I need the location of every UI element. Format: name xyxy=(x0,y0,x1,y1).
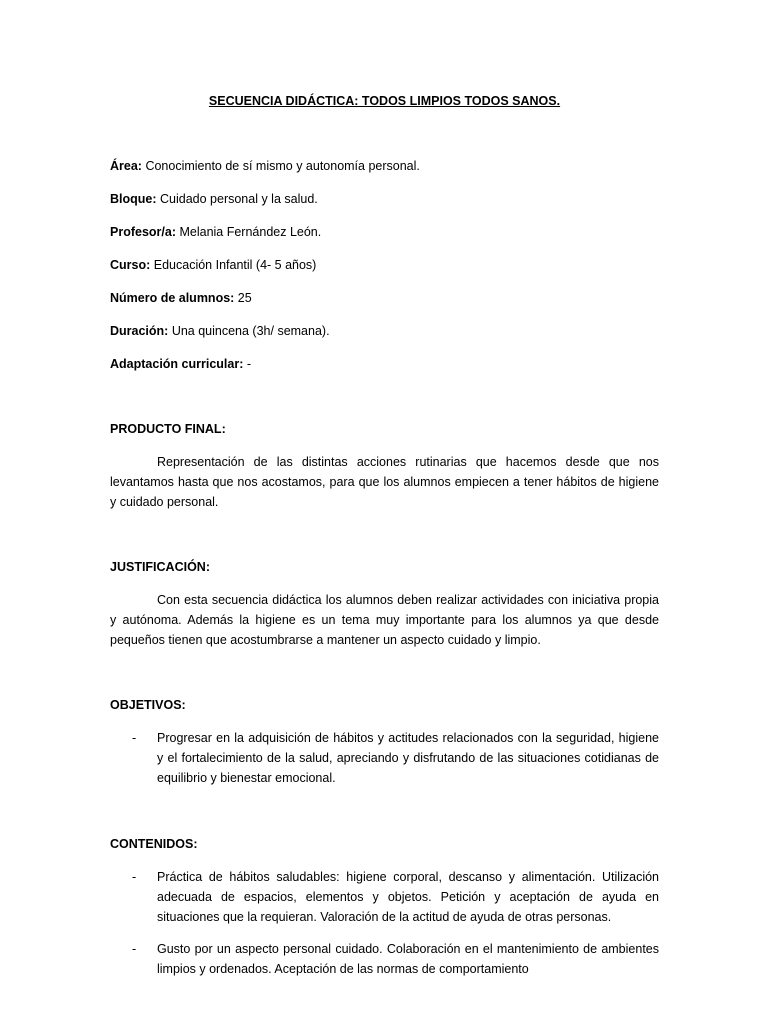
objetivos-heading: OBJETIVOS: xyxy=(110,698,186,712)
objetivo-item-text: Progresar en la adquisición de hábitos y actitudes relacionados con la seguridad, higiene y el fortalecimiento de la salud, apreciando y disfrutando de las situaciones cotidianas de equilibrio y bienestar emocional. xyxy=(157,731,659,785)
field-bloque xyxy=(110,191,659,207)
field-curso-value: Educación Infantil (4- 5 años) xyxy=(150,258,317,272)
field-adaptacion-curricular-value: - xyxy=(243,357,252,371)
justificacion-heading: JUSTIFICACIÓN: xyxy=(110,560,210,574)
field-duracion-label: Duración: xyxy=(110,324,169,338)
bullet-marker: - xyxy=(132,870,137,884)
producto-final-heading: PRODUCTO FINAL: xyxy=(110,422,226,436)
field-area xyxy=(110,158,659,174)
document-title: SECUENCIA DIDÁCTICA: TODOS LIMPIOS TODOS SANOS. xyxy=(208,94,561,108)
bullet-marker: - xyxy=(132,731,137,745)
field-area-value: Conocimiento de sí mismo y autonomía personal. xyxy=(141,159,420,173)
field-profesor-value: Melania Fernández León. xyxy=(176,225,322,239)
field-numero-alumnos-value: 25 xyxy=(234,291,252,305)
contenido-item-text: Gusto por un aspecto personal cuidado. Colaboración en el mantenimiento de ambientes limpios y ordenados. Aceptación de las normas de comportamiento xyxy=(157,942,659,976)
field-bloque-value: Cuidado personal y la salud. xyxy=(156,192,318,206)
field-duracion-value: Una quincena (3h/ semana). xyxy=(168,324,330,338)
field-area-label: Área: xyxy=(110,159,142,173)
field-adaptacion-curricular-label: Adaptación curricular: xyxy=(110,357,244,371)
field-numero-alumnos-label: Número de alumnos: xyxy=(110,291,235,305)
field-duracion xyxy=(110,323,659,339)
field-profesor xyxy=(110,224,659,240)
field-profesor-label: Profesor/a: xyxy=(110,225,176,239)
bullet-marker: - xyxy=(132,942,137,956)
field-bloque-label: Bloque: xyxy=(110,192,157,206)
contenidos-heading: CONTENIDOS: xyxy=(110,837,198,851)
justificacion-text: Con esta secuencia didáctica los alumnos deben realizar actividades con iniciativa propia y autónoma. Además la higiene es un tema muy importante para los alumnos ya que desde pequeños tienen que acostumbrarse a mantener un aspecto cuidado y limpio. xyxy=(110,593,659,647)
field-adaptacion-curricular xyxy=(110,356,659,372)
field-numero-alumnos xyxy=(110,290,659,306)
field-curso xyxy=(110,257,659,273)
contenido-item-text: Práctica de hábitos saludables: higiene corporal, descanso y alimentación. Utilización adecuada de espacios, elementos y objetos. Petición y aceptación de ayuda en situaciones que la requieran. Valoración de la actitud de ayuda de otras personas. xyxy=(157,870,659,924)
producto-final-text: Representación de las distintas acciones rutinarias que hacemos desde que nos levantamos hasta que nos acostamos, para que los alumnos empiecen a tener hábitos de higiene y cuidado personal. xyxy=(110,455,659,509)
field-curso-label: Curso: xyxy=(110,258,151,272)
